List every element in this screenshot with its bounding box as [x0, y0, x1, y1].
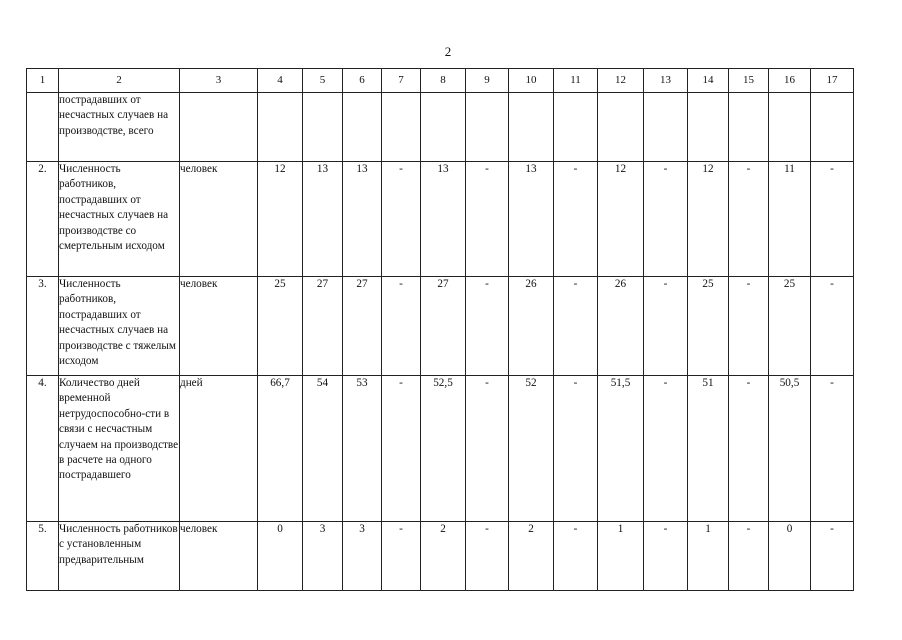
value-cell: 12 — [598, 162, 644, 277]
unit-cell: человек — [180, 277, 258, 376]
value-cell: - — [811, 162, 854, 277]
value-cell: 54 — [303, 376, 343, 522]
col-header: 4 — [258, 69, 303, 93]
col-header: 5 — [303, 69, 343, 93]
value-cell: 51,5 — [598, 376, 644, 522]
value-cell: 25 — [769, 277, 811, 376]
value-cell: - — [466, 376, 509, 522]
col-header: 3 — [180, 69, 258, 93]
value-cell: 13 — [303, 162, 343, 277]
value-cell — [729, 93, 769, 162]
col-header: 8 — [421, 69, 466, 93]
col-header: 9 — [466, 69, 509, 93]
value-cell: - — [811, 277, 854, 376]
value-cell: 13 — [343, 162, 382, 277]
value-cell: - — [466, 162, 509, 277]
col-header: 15 — [729, 69, 769, 93]
table-row — [27, 277, 854, 376]
table-row — [27, 376, 854, 522]
col-header: 13 — [644, 69, 688, 93]
value-cell — [598, 93, 644, 162]
col-header: 10 — [509, 69, 554, 93]
value-cell — [421, 93, 466, 162]
value-cell: - — [554, 162, 598, 277]
value-cell: - — [466, 277, 509, 376]
row-number: 4. — [27, 376, 59, 522]
value-cell: 12 — [258, 162, 303, 277]
row-number — [27, 93, 59, 162]
table-row — [27, 522, 854, 591]
value-cell: 53 — [343, 376, 382, 522]
value-cell: - — [554, 522, 598, 591]
value-cell: 26 — [509, 277, 554, 376]
value-cell: - — [729, 376, 769, 522]
value-cell: - — [729, 277, 769, 376]
unit-cell — [180, 93, 258, 162]
value-cell: 2 — [509, 522, 554, 591]
indicator-name: Численность работников с установленным предварительным — [59, 522, 180, 591]
value-cell: 2 — [421, 522, 466, 591]
value-cell — [258, 93, 303, 162]
row-number: 3. — [27, 277, 59, 376]
value-cell: - — [644, 522, 688, 591]
value-cell: 11 — [769, 162, 811, 277]
col-header: 16 — [769, 69, 811, 93]
value-cell: - — [382, 277, 421, 376]
value-cell: - — [811, 522, 854, 591]
value-cell: 50,5 — [769, 376, 811, 522]
value-cell: 27 — [303, 277, 343, 376]
col-header: 11 — [554, 69, 598, 93]
value-cell: 52,5 — [421, 376, 466, 522]
value-cell — [769, 93, 811, 162]
value-cell — [303, 93, 343, 162]
value-cell — [382, 93, 421, 162]
value-cell: 25 — [258, 277, 303, 376]
value-cell: 3 — [303, 522, 343, 591]
value-cell: 12 — [688, 162, 729, 277]
value-cell: - — [729, 522, 769, 591]
value-cell: - — [644, 277, 688, 376]
col-header: 1 — [27, 69, 59, 93]
value-cell: 51 — [688, 376, 729, 522]
unit-cell: человек — [180, 522, 258, 591]
value-cell: 0 — [769, 522, 811, 591]
value-cell — [509, 93, 554, 162]
table-row — [27, 93, 854, 162]
value-cell: 27 — [343, 277, 382, 376]
value-cell: - — [382, 376, 421, 522]
page-number: 2 — [444, 44, 452, 59]
value-cell: 66,7 — [258, 376, 303, 522]
value-cell: - — [811, 376, 854, 522]
indicator-name: Численность работников, пострадавших от несчастных случаев на производстве со смертельным исходом — [59, 162, 180, 277]
value-cell: - — [729, 162, 769, 277]
indicator-name: Численность работников, пострадавших от несчастных случаев на производстве с тяжелым исходом — [59, 277, 180, 376]
value-cell: - — [554, 376, 598, 522]
col-header: 12 — [598, 69, 644, 93]
row-number: 2. — [27, 162, 59, 277]
value-cell — [554, 93, 598, 162]
value-cell: 26 — [598, 277, 644, 376]
header-row — [27, 69, 854, 93]
col-header: 17 — [811, 69, 854, 93]
value-cell: 25 — [688, 277, 729, 376]
col-header: 2 — [59, 69, 180, 93]
value-cell: 27 — [421, 277, 466, 376]
table-row — [27, 162, 854, 277]
value-cell: - — [554, 277, 598, 376]
value-cell — [811, 93, 854, 162]
indicator-name: Количество дней временной нетрудоспособно-сти в связи с несчастным случаем на производстве в расчете на одного пострадавшего — [59, 376, 180, 522]
value-cell: 0 — [258, 522, 303, 591]
value-cell: - — [466, 522, 509, 591]
value-cell: 13 — [509, 162, 554, 277]
unit-cell: человек — [180, 162, 258, 277]
col-header: 14 — [688, 69, 729, 93]
unit-cell: дней — [180, 376, 258, 522]
value-cell — [343, 93, 382, 162]
col-header: 7 — [382, 69, 421, 93]
value-cell — [644, 93, 688, 162]
value-cell: - — [382, 162, 421, 277]
indicator-name: пострадавших от несчастных случаев на производстве, всего — [59, 93, 180, 162]
value-cell: 1 — [598, 522, 644, 591]
col-header: 6 — [343, 69, 382, 93]
value-cell: - — [382, 522, 421, 591]
value-cell: 52 — [509, 376, 554, 522]
value-cell: - — [644, 162, 688, 277]
value-cell: 3 — [343, 522, 382, 591]
value-cell: 1 — [688, 522, 729, 591]
value-cell — [688, 93, 729, 162]
value-cell: 13 — [421, 162, 466, 277]
value-cell: - — [644, 376, 688, 522]
row-number: 5. — [27, 522, 59, 591]
indicators-table — [26, 68, 854, 591]
value-cell — [466, 93, 509, 162]
